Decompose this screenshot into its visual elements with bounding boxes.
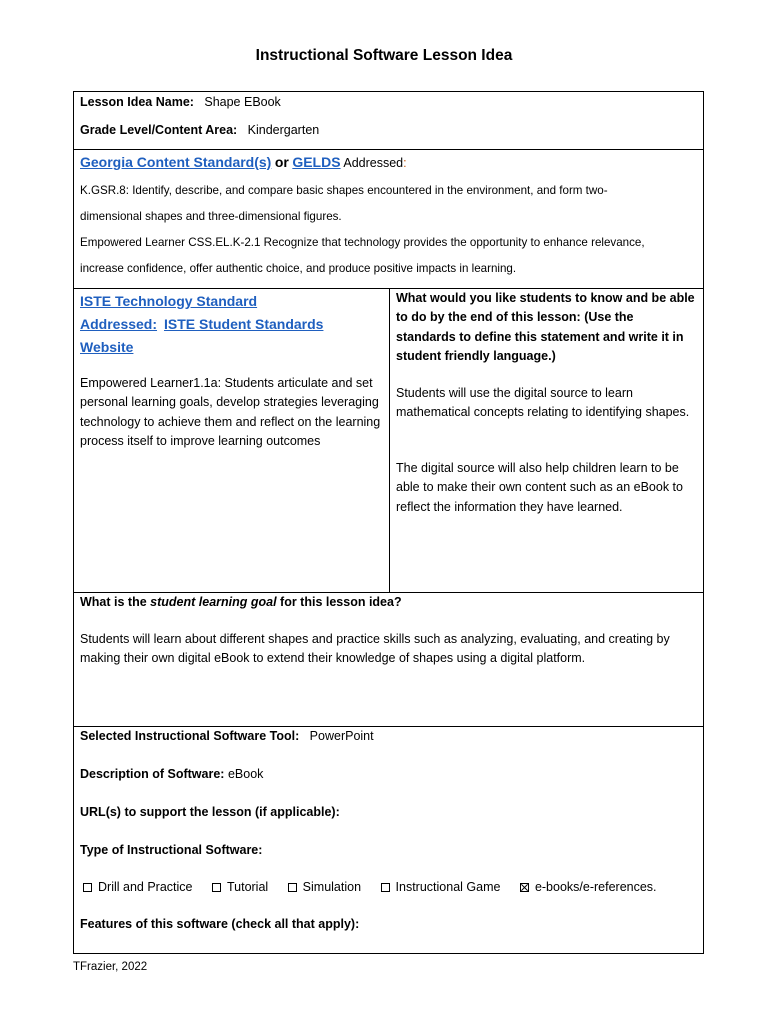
grade-label: Grade Level/Content Area: <box>80 123 238 137</box>
column-divider <box>389 288 390 592</box>
checkbox-icon[interactable] <box>212 883 221 892</box>
standards-heading <box>80 152 407 173</box>
software-type-options <box>83 878 657 897</box>
goal-question-italic: student learning goal <box>150 595 277 609</box>
software-row <box>74 726 703 953</box>
gelds-link[interactable]: GELDS <box>292 154 341 170</box>
lesson-name-value: Shape EBook <box>204 95 281 109</box>
option-label: Instructional Game <box>395 880 501 894</box>
footer-credit: TFrazier, 2022 <box>73 961 148 973</box>
checkbox-icon[interactable] <box>381 883 390 892</box>
goal-question-suffix: for this lesson idea? <box>276 595 402 609</box>
lesson-name-label: Lesson Idea Name: <box>80 95 194 109</box>
iste-standard-text: Empowered Learner1.1a: Students articulate and set personal learning goals, develop strategies leveraging technology to achieve them and reflect on the learning process itself to improve learning outcomes <box>80 376 381 448</box>
option-label: Simulation <box>302 880 362 894</box>
grade-value: Kindergarten <box>247 123 320 137</box>
software-description-line <box>80 765 263 784</box>
georgia-standards-link[interactable]: Georgia Content Standard(s) <box>80 154 272 170</box>
option-label: Drill and Practice <box>98 880 193 894</box>
outcomes-paragraph-1: Students will use the digital source to learn mathematical concepts relating to identifying shapes. <box>396 386 690 420</box>
checked-checkbox-icon[interactable] <box>520 883 529 892</box>
software-tool-line <box>80 727 374 746</box>
option-tutorial[interactable] <box>212 878 268 897</box>
lesson-info-row <box>74 92 703 150</box>
option-instructional-game[interactable] <box>381 878 501 897</box>
standard-line-4: increase confidence, offer authentic choice, and produce positive impacts in learning. <box>80 262 517 275</box>
iste-outcomes-row <box>74 288 703 593</box>
goal-question-prefix: What is the <box>80 595 151 609</box>
standard-line-1: K.GSR.8: Identify, describe, and compare basic shapes encountered in the environment, and form two- <box>80 184 608 197</box>
learning-goal-question <box>80 593 402 612</box>
software-description-label: Description of Software: <box>80 767 225 781</box>
option-ebooks[interactable] <box>520 878 657 897</box>
iste-heading <box>80 290 323 359</box>
software-type-label: Type of Instructional Software: <box>80 843 263 857</box>
option-label: e-books/e-references. <box>534 880 657 894</box>
checkbox-icon[interactable] <box>288 883 297 892</box>
grade-level-line <box>80 121 319 140</box>
features-label: Features of this software (check all that apply): <box>80 917 360 931</box>
standard-line-2: dimensional shapes and three-dimensional figures. <box>80 210 342 223</box>
lesson-table <box>73 91 704 954</box>
addressed-colon: : <box>403 156 407 170</box>
software-description-value: eBook <box>227 767 264 781</box>
learning-goal-answer: Students will learn about different shapes and practice skills such as analyzing, evaluating, and creating by making their own digital eBook to extend their knowledge of shapes using a digital platform. <box>80 632 670 666</box>
url-label: URL(s) to support the lesson (if applicable): <box>80 805 340 819</box>
iste-standard-link[interactable]: ISTE Technology Standard <box>80 293 258 309</box>
or-text: or <box>274 154 289 170</box>
iste-student-standards-link[interactable]: ISTE Student Standards <box>163 316 324 332</box>
outcomes-question: What would you like students to know and be able to do by the end of this lesson: (Use the standards to define this statement and write it in student friendly language.) <box>396 291 695 363</box>
outcomes-paragraph-2: The digital source will also help children learn to be able to make their own content such as an eBook to reflect the information they have learned. <box>396 461 683 514</box>
option-simulation[interactable] <box>288 878 361 897</box>
learning-goal-row <box>74 592 703 727</box>
page-title: Instructional Software Lesson Idea <box>255 47 513 64</box>
checkbox-icon[interactable] <box>83 883 92 892</box>
iste-addressed-link[interactable]: Addressed: <box>80 316 158 332</box>
iste-website-link[interactable]: Website <box>80 339 134 355</box>
standard-line-3: Empowered Learner CSS.EL.K-2.1 Recognize that technology provides the opportunity to enhance relevance, <box>80 236 645 249</box>
option-drill-and-practice[interactable] <box>83 878 192 897</box>
addressed-text: Addressed <box>343 156 404 170</box>
software-tool-value: PowerPoint <box>309 729 374 743</box>
software-tool-label: Selected Instructional Software Tool: <box>80 729 300 743</box>
option-label: Tutorial <box>226 880 269 894</box>
standards-row <box>74 149 703 289</box>
lesson-name-line <box>80 93 281 112</box>
